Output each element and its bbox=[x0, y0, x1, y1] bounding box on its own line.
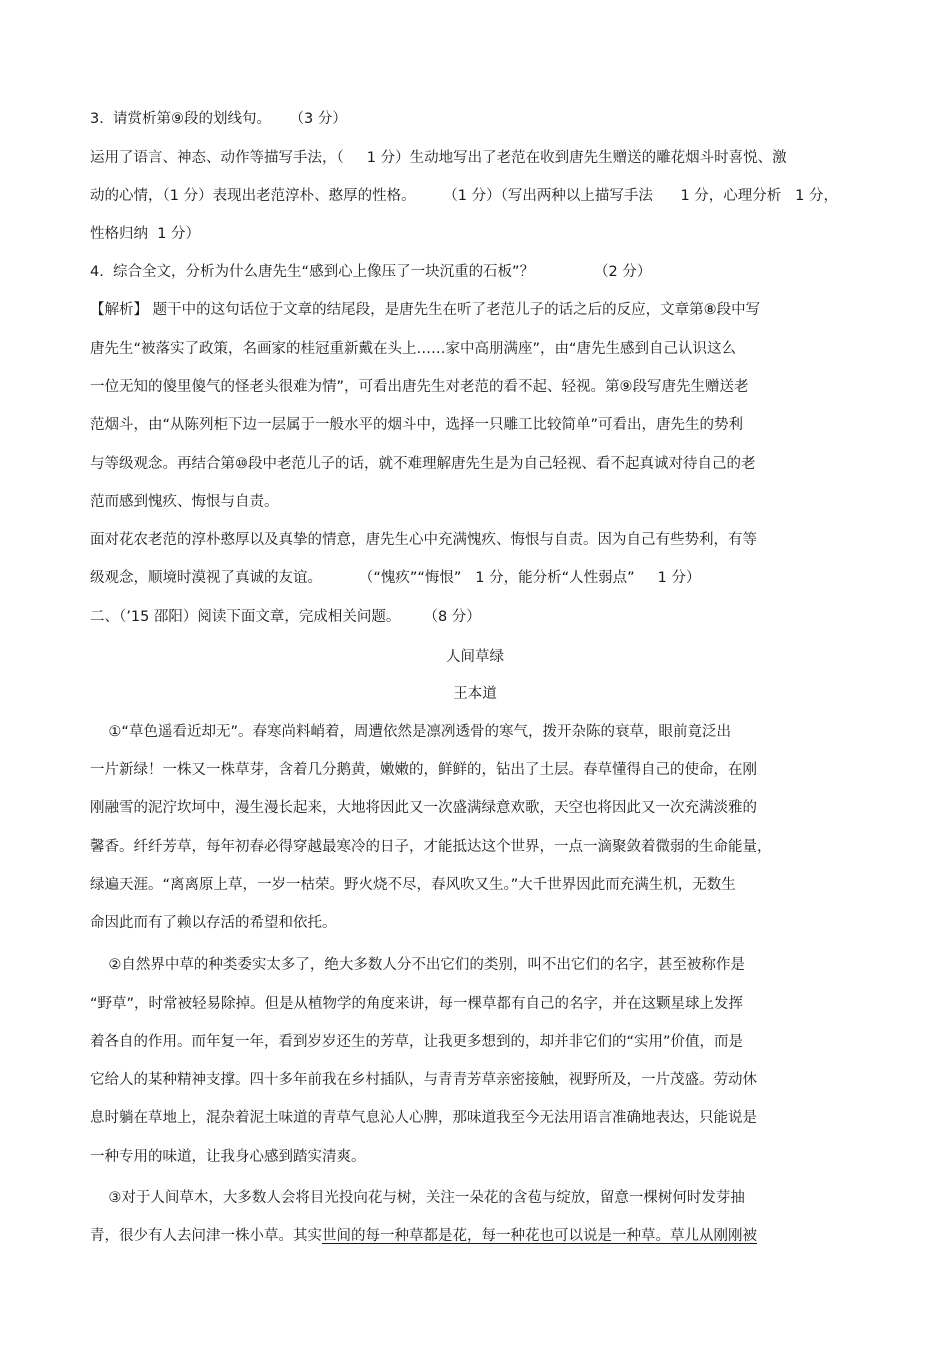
analysis-line: 唐先生“被落实了政策，名画家的桂冠重新戴在头上……家中高朋满座”，由“唐先生感到自己认识这么 bbox=[90, 341, 737, 357]
paragraph-line: 刚融雪的泥泞坎坷中，漫生漫长起来，大地将因此又一次盛满绿意欢歌，天空也将因此又一次充满淡雅的 bbox=[90, 800, 757, 816]
question-4-answer-line: 面对花农老范的淳朴憨厚以及真挚的情意，唐先生心中充满愧疚、悔恨与自责。因为自己有些势利，有等 bbox=[90, 532, 757, 548]
paragraph-text: 青，很少有人去问津一株小草。其实 bbox=[90, 1228, 322, 1244]
paragraph-line: 一种专用的味道，让我身心感到踏实清爽。 bbox=[90, 1149, 366, 1165]
paragraph-line: 馨香。纤纤芳草，每年初春必得穿越最寒冷的日子，才能抵达这个世界，一点一滴聚敛着微弱的生命能量， bbox=[90, 839, 772, 855]
paragraph-line: 一片新绿！一株又一株草芽，含着几分鹅黄，嫩嫩的，鲜鲜的，钻出了土层。春草懂得自己的使命，在刚 bbox=[90, 762, 757, 778]
analysis-line: 一位无知的傻里傻气的怪老头很难为情”，可看出唐先生对老范的看不起、轻视。第⑨段写唐先生赠送老 bbox=[90, 379, 749, 395]
section-heading: 二、（’15 邵阳）阅读下面文章，完成相关问题。 （8 分） bbox=[90, 609, 481, 625]
paragraph-line: ②自然界中草的种类委实太多了，绝大多数人分不出它们的类别，叫不出它们的名字，甚至被称作是 bbox=[90, 957, 745, 973]
analysis-line: 范而感到愧疚、悔恨与自责。 bbox=[90, 494, 279, 510]
underlined-sentence: 世间的每一种草都是花，每一种花也可以说是一种草。草儿从刚刚被 bbox=[322, 1228, 757, 1244]
paragraph-line: 它给人的某种精神支撑。四十多年前我在乡村插队，与青青芳草亲密接触，视野所及，一片茂盛。劳动休 bbox=[90, 1072, 757, 1088]
paragraph-line bbox=[90, 1226, 757, 1246]
paragraph-line: 命因此而有了赖以存活的希望和依托。 bbox=[90, 915, 337, 931]
question-3-answer-line: 运用了语言、神态、动作等描写手法，（ 1 分）生动地写出了老范在收到唐先生赠送的雕花烟斗时喜悦、激 bbox=[90, 150, 787, 166]
paragraph-line: “野草”，时常被轻易除掉。但是从植物学的角度来讲，每一棵草都有自己的名字，并在这颗星球上发挥 bbox=[90, 996, 744, 1012]
paragraph-line: ③对于人间草木，大多数人会将目光投向花与树，关注一朵花的含苞与绽放，留意一棵树何时发芽抽 bbox=[90, 1190, 745, 1206]
paragraph-line: 息时躺在草地上，混杂着泥土味道的青草气息沁人心脾，那味道我至今无法用语言准确地表达，只能说是 bbox=[90, 1110, 757, 1126]
article-title: 人间草绿 bbox=[446, 649, 504, 665]
analysis-line: 【解析】 题干中的这句话位于文章的结尾段，是唐先生在听了老范儿子的话之后的反应，文章第⑧段中写 bbox=[90, 302, 761, 318]
paragraph-line: 绿遍天涯。“离离原上草，一岁一枯荣。野火烧不尽，春风吹又生。”大千世界因此而充满生机，无数生 bbox=[90, 877, 736, 893]
question-3-answer-line: 性格归纳 1 分） bbox=[90, 226, 201, 242]
question-3-answer-line: 动的心情，（1 分）表现出老范淳朴、憨厚的性格。 （1 分）（写出两种以上描写手法 1 分，心理分析 1 分， bbox=[90, 188, 838, 204]
analysis-line: 范烟斗，由“从陈列柜下边一层属于一般水平的烟斗中，选择一只雕工比较简单”可看出，唐先生的势利 bbox=[90, 417, 744, 433]
analysis-line: 与等级观念。再结合第⑩段中老范儿子的话，就不难理解唐先生是为自己轻视、看不起真诚对待自己的老 bbox=[90, 456, 756, 472]
paragraph-line: 着各自的作用。而年复一年，看到岁岁还生的芳草，让我更多想到的，却并非它们的“实用”价值，而是 bbox=[90, 1034, 744, 1050]
question-4-title: 4. 综合全文，分析为什么唐先生“感到心上像压了一块沉重的石板”？ （2 分） bbox=[90, 264, 652, 280]
question-4-answer-line: 级观念，顺境时漠视了真诚的友谊。 （“愧疚”“悔恨” 1 分，能分析“人性弱点” 1 分） bbox=[90, 570, 701, 586]
paragraph-line: ①“草色遥看近却无”。春寒尚料峭着，周遭依然是凛冽透骨的寒气，拨开杂陈的衰草，眼前竟泛出 bbox=[90, 724, 731, 740]
question-3-title: 3. 请赏析第⑨段的划线句。 （3 分） bbox=[90, 111, 347, 127]
article-author: 王本道 bbox=[453, 686, 497, 702]
